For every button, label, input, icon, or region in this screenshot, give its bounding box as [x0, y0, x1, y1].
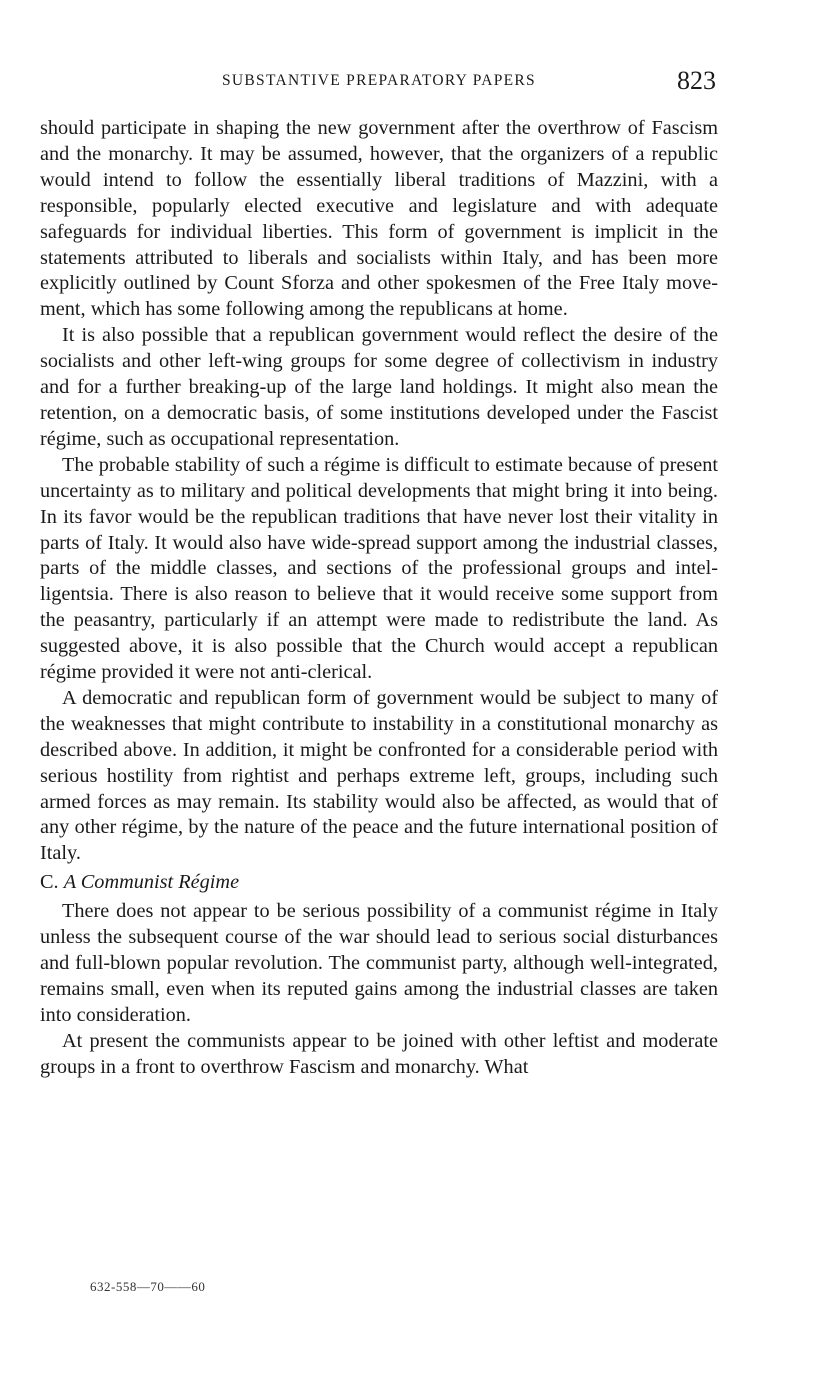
paragraph-continued: should participate in shaping the new government after the overthrow of Fascism and the monarchy. It may be assumed, however, that the organizers of a republic would intend to follow the essentially liberal traditions of Mazzini, with a responsible, popularly elected executive and legislature and with adequate safeguards for individual liberties. This form of government is implicit in the statements attributed to liberals and socialists within Italy, and has been more explicitly outlined by Count Sforza and other spokesmen of the Free Italy movement, which has some following among the republicans at home.: [40, 117, 718, 321]
paragraph: There does not appear to be serious possibility of a communist régime in Italy unless the subsequent course of the war should lead to serious social disturbances and full-blown popular revolution. The communist party, although well-integrated, remains small, even when its reputed gains among the industrial classes are taken into consideration.: [40, 900, 718, 1026]
paragraph: The probable stability of such a régime is difficult to estimate because of present uncertainty as to military and political developments that might bring it into being. In its favor would be the republican traditions that have never lost their vitality in parts of Italy. It would also have wide-spread support among the industrial classes, parts of the middle classes, and sections of the professional groups and intelligentsia. There is also reason to believe that it would receive some support from the peasantry, particularly if an attempt were made to redistribute the land. As suggested above, it is also possible that the Church would accept a republican régime provided it were not anti-clerical.: [40, 453, 718, 684]
paragraph-truncated: At present the communists appear to be joined with other leftist and moderate groups in a front to overthrow Fascism and monarchy. What: [40, 1029, 718, 1078]
paragraph: A democratic and republican form of government would be subject to many of the weaknesses that might contribute to instability in a constitutional monarchy as described above. In addition, it might be confronted for a considerable period with serious hostility from rightist and perhaps extreme left, groups, including such armed forces as may remain. Its stability would also be affected, as would that of any other régime, by the nature of the peace and the future international position of Italy.: [40, 686, 718, 865]
running-head: [40, 66, 718, 102]
section-heading: [40, 867, 718, 899]
footer-print-code: 632-558—70——60: [90, 1279, 206, 1294]
body-text: [40, 116, 718, 1081]
section-title: A Communist Régime: [63, 871, 240, 894]
section-letter: C.: [40, 871, 59, 894]
running-title: SUBSTANTIVE PREPARATORY PAPERS: [222, 72, 536, 89]
paragraph: It is also possible that a republican government would reflect the desire of the socialists and other left-wing groups for some degree of collectivism in industry and for a further breaking-up of the large land holdings. It might also mean the retention, on a democratic basis, of some institutions developed under the Fascist régime, such as occupational representation.: [40, 324, 718, 450]
page-number: 823: [677, 66, 716, 95]
